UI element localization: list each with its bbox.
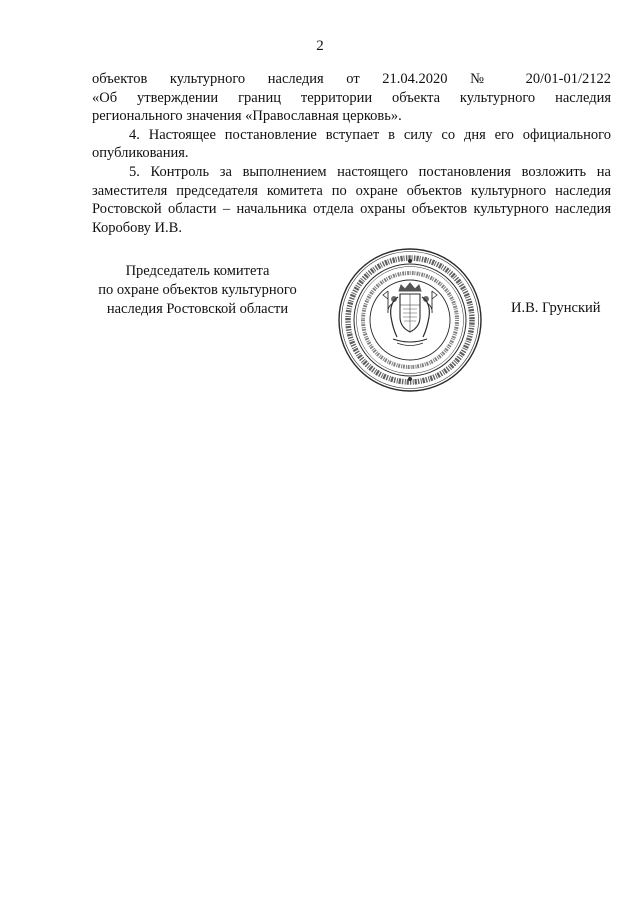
paragraph-3-continued	[92, 70, 611, 126]
document-body	[92, 70, 611, 237]
signature-title-line-2: по охране объектов культурного	[98, 282, 297, 298]
signature-title-block	[70, 262, 325, 319]
paragraph-3-line-3: регионального значения «Православная церковь».	[92, 108, 402, 125]
signer-name: И.В. Грунский	[511, 300, 601, 316]
paragraph-5: 5. Контроль за выполнением настоящего постановления возложить на заместителя председателя комитета по охране объектов культурного наследия Ростовской области – начальника отдела охраны объектов культурного наследия Коробову И.В.	[92, 163, 611, 236]
page-number: 2	[316, 38, 324, 54]
paragraph-4: 4. Настоящее постановление вступает в силу со дня его официального опубликования.	[92, 126, 611, 162]
paragraph-3-line-1: объектов культурного наследия от 21.04.2020 № 20/01-01/2122	[92, 71, 611, 87]
signature-title-line-1: Председатель комитета	[125, 263, 270, 279]
signature-title-line-3: наследия Ростовской области	[106, 301, 289, 317]
official-seal-icon	[337, 247, 483, 393]
paragraph-3-line-2: «Об утверждении границ территории объекта культурного наследия	[92, 89, 611, 106]
